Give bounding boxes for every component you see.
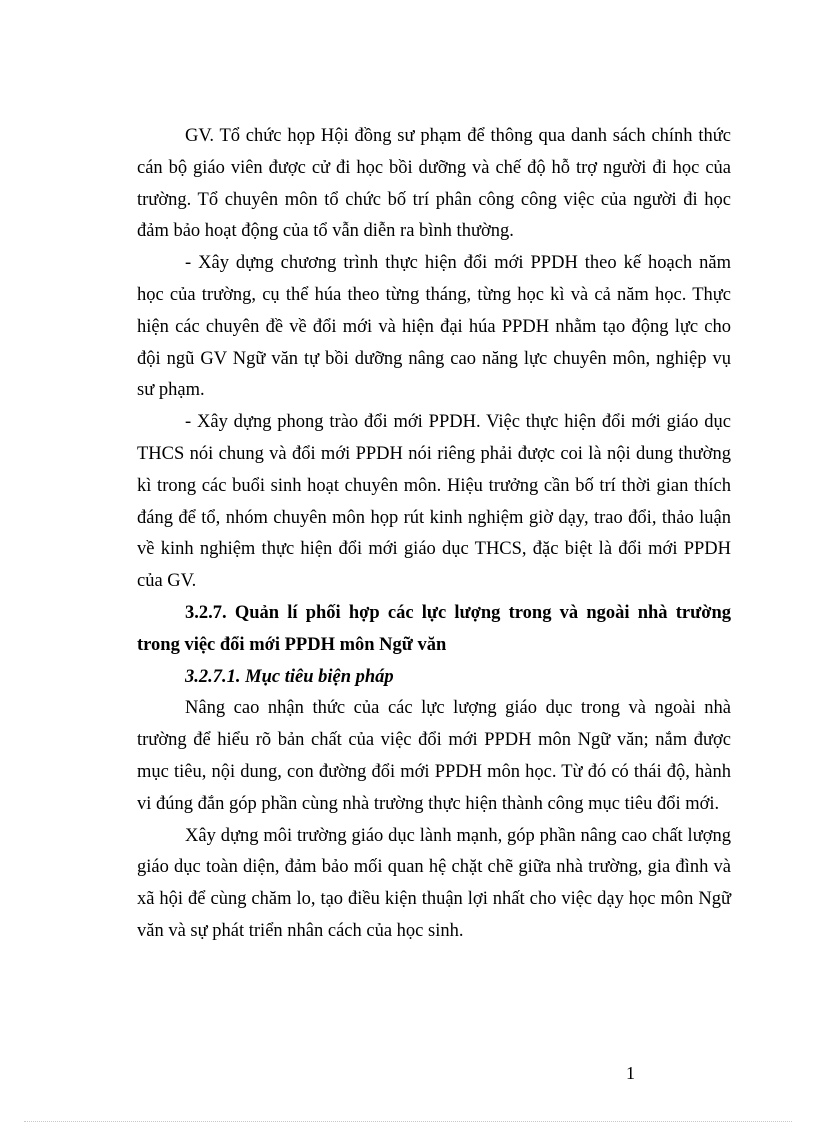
section-heading: 3.2.7. Quản lí phối hợp các lực lượng trong và ngoài nhà trường trong việc đổi mới PPDH môn Ngữ văn bbox=[137, 602, 731, 655]
paragraph-program-building: - Xây dựng chương trình thực hiện đổi mới PPDH theo kế hoạch năm học của trường, cụ thể húa theo từng tháng, từng học kì và cả năm học. Thực hiện các chuyên đề về đổi mới và hiện đại húa PPDH nhằm tạo động lực cho đội ngũ GV Ngữ văn tự bồi dưỡng nâng cao năng lực chuyên môn, nghiệp vụ sư phạm. bbox=[137, 253, 731, 401]
page-body bbox=[137, 121, 731, 948]
page-bottom-divider bbox=[24, 1121, 792, 1122]
subsection-heading: 3.2.7.1. Mục tiêu biện pháp bbox=[185, 666, 394, 687]
paragraph-raise-awareness: Nâng cao nhận thức của các lực lượng giáo dục trong và ngoài nhà trường để hiểu rõ bản chất của việc đổi mới PPDH môn Ngữ văn; nắm được mục tiêu, nội dung, con đường đổi mới PPDH môn học. Từ đó có thái độ, hành vi đúng đắn góp phần cùng nhà trường thực hiện thành công mục tiêu đổi mới. bbox=[137, 698, 731, 814]
paragraph-selection-procedure: GV. Tổ chức họp Hội đồng sư phạm để thông qua danh sách chính thức cán bộ giáo viên được cử đi học bồi dưỡng và chế độ hỗ trợ người đi học của trường. Tổ chuyên môn tổ chức bố trí phân công công việc của người đi học đảm bảo hoạt động của tổ vẫn diễn ra bình thường. bbox=[137, 126, 731, 242]
page-number: 1 bbox=[626, 1063, 635, 1083]
paragraph-healthy-environment: Xây dựng môi trường giáo dục lành mạnh, góp phần nâng cao chất lượng giáo dục toàn diện, đảm bảo mối quan hệ chặt chẽ giữa nhà trường, gia đình và xã hội để cùng chăm lo, tạo điều kiện thuận lợi nhất cho việc dạy học môn Ngữ văn và sự phát triển nhân cách của học sinh. bbox=[137, 825, 731, 941]
paragraph-innovation-movement: - Xây dựng phong trào đổi mới PPDH. Việc thực hiện đổi mới giáo dục THCS nói chung và đổi mới PPDH nói riêng phải được coi là nội dung thường kì trong các buổi sinh hoạt chuyên môn. Hiệu trưởng cần bố trí thời gian thích đáng để tổ, nhóm chuyên môn họp rút kinh nghiệm giờ dạy, trao đổi, thảo luận về kinh nghiệm thực hiện đổi mới giáo dục THCS, đặc biệt là đổi mới PPDH của GV. bbox=[137, 412, 731, 592]
